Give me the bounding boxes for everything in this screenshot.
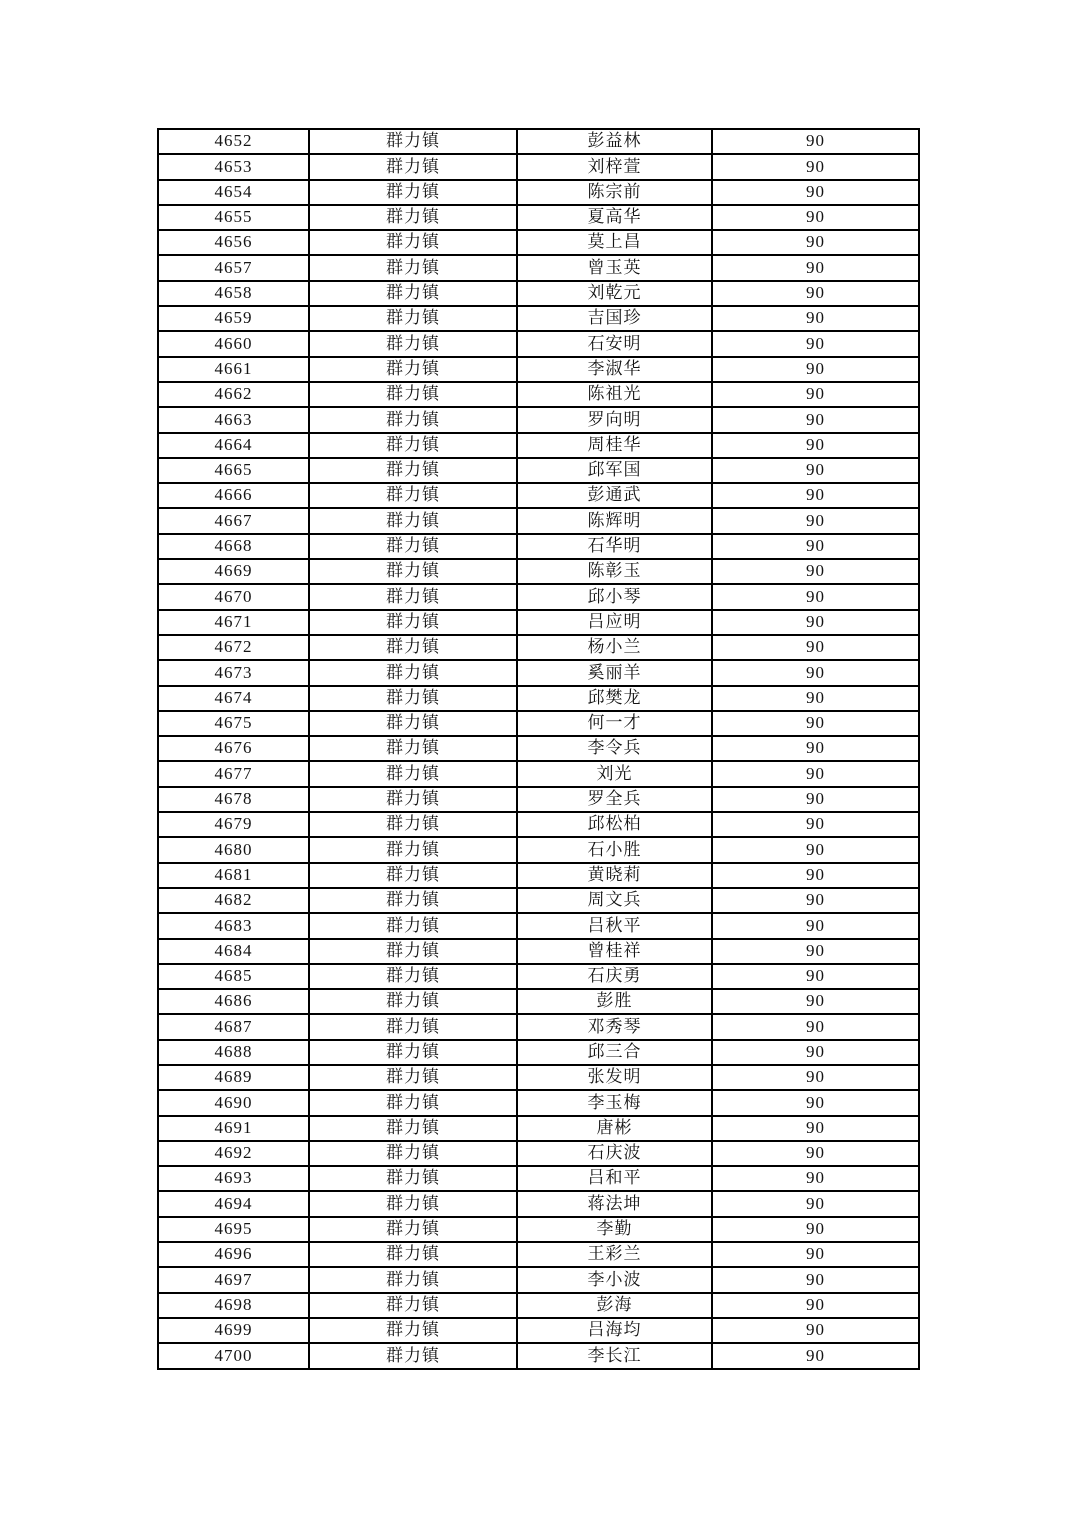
town-cell: 群力镇 xyxy=(309,888,517,913)
serial-number-cell: 4688 xyxy=(158,1040,309,1065)
table-row xyxy=(158,534,919,559)
person-name-cell: 邱三合 xyxy=(517,1040,712,1065)
table-row xyxy=(158,331,919,356)
town-cell: 群力镇 xyxy=(309,534,517,559)
score-cell: 90 xyxy=(712,686,919,711)
score-cell: 90 xyxy=(712,635,919,660)
score-cell: 90 xyxy=(712,812,919,837)
table-row xyxy=(158,1267,919,1292)
town-cell: 群力镇 xyxy=(309,129,517,154)
town-cell: 群力镇 xyxy=(309,1267,517,1292)
serial-number-cell: 4696 xyxy=(158,1242,309,1267)
serial-number-cell: 4663 xyxy=(158,407,309,432)
serial-number-cell: 4684 xyxy=(158,939,309,964)
person-name-cell: 曾玉英 xyxy=(517,255,712,280)
score-cell: 90 xyxy=(712,761,919,786)
table-row xyxy=(158,964,919,989)
person-name-cell: 刘光 xyxy=(517,761,712,786)
serial-number-cell: 4666 xyxy=(158,483,309,508)
town-cell: 群力镇 xyxy=(309,635,517,660)
person-name-cell: 吕秋平 xyxy=(517,913,712,938)
score-cell: 90 xyxy=(712,939,919,964)
serial-number-cell: 4694 xyxy=(158,1191,309,1216)
table-row xyxy=(158,306,919,331)
score-cell: 90 xyxy=(712,1318,919,1343)
town-cell: 群力镇 xyxy=(309,1217,517,1242)
person-name-cell: 李勤 xyxy=(517,1217,712,1242)
table-row xyxy=(158,458,919,483)
table-row xyxy=(158,180,919,205)
town-cell: 群力镇 xyxy=(309,1343,517,1368)
town-cell: 群力镇 xyxy=(309,736,517,761)
score-cell: 90 xyxy=(712,863,919,888)
person-name-cell: 李长江 xyxy=(517,1343,712,1368)
score-cell: 90 xyxy=(712,1065,919,1090)
town-cell: 群力镇 xyxy=(309,964,517,989)
table-row xyxy=(158,281,919,306)
score-cell: 90 xyxy=(712,989,919,1014)
person-name-cell: 王彩兰 xyxy=(517,1242,712,1267)
town-cell: 群力镇 xyxy=(309,331,517,356)
table-row xyxy=(158,129,919,154)
town-cell: 群力镇 xyxy=(309,230,517,255)
person-name-cell: 唐彬 xyxy=(517,1116,712,1141)
person-name-cell: 邱樊龙 xyxy=(517,686,712,711)
town-cell: 群力镇 xyxy=(309,1318,517,1343)
table-row xyxy=(158,1116,919,1141)
person-name-cell: 吕应明 xyxy=(517,610,712,635)
score-cell: 90 xyxy=(712,584,919,609)
person-name-cell: 石庆勇 xyxy=(517,964,712,989)
town-cell: 群力镇 xyxy=(309,154,517,179)
serial-number-cell: 4660 xyxy=(158,331,309,356)
score-cell: 90 xyxy=(712,458,919,483)
serial-number-cell: 4658 xyxy=(158,281,309,306)
score-cell: 90 xyxy=(712,1343,919,1368)
score-cell: 90 xyxy=(712,154,919,179)
table-row xyxy=(158,635,919,660)
table-row xyxy=(158,1293,919,1318)
score-cell: 90 xyxy=(712,888,919,913)
person-name-cell: 何一才 xyxy=(517,711,712,736)
serial-number-cell: 4682 xyxy=(158,888,309,913)
serial-number-cell: 4677 xyxy=(158,761,309,786)
serial-number-cell: 4665 xyxy=(158,458,309,483)
score-cell: 90 xyxy=(712,205,919,230)
score-cell: 90 xyxy=(712,1293,919,1318)
person-name-cell: 吕和平 xyxy=(517,1166,712,1191)
table-row xyxy=(158,761,919,786)
table-row xyxy=(158,1166,919,1191)
table-row xyxy=(158,1191,919,1216)
person-name-cell: 罗向明 xyxy=(517,407,712,432)
serial-number-cell: 4661 xyxy=(158,357,309,382)
town-cell: 群力镇 xyxy=(309,1242,517,1267)
score-cell: 90 xyxy=(712,230,919,255)
town-cell: 群力镇 xyxy=(309,660,517,685)
score-cell: 90 xyxy=(712,534,919,559)
table-row xyxy=(158,433,919,458)
town-cell: 群力镇 xyxy=(309,255,517,280)
table-row xyxy=(158,1343,919,1368)
serial-number-cell: 4697 xyxy=(158,1267,309,1292)
table-row xyxy=(158,154,919,179)
score-cell: 90 xyxy=(712,1014,919,1039)
table-row xyxy=(158,1318,919,1343)
person-name-cell: 吉国珍 xyxy=(517,306,712,331)
table-row xyxy=(158,1141,919,1166)
score-cell: 90 xyxy=(712,787,919,812)
town-cell: 群力镇 xyxy=(309,1166,517,1191)
town-cell: 群力镇 xyxy=(309,787,517,812)
table-row xyxy=(158,787,919,812)
table-row xyxy=(158,1090,919,1115)
table-row xyxy=(158,508,919,533)
score-cell: 90 xyxy=(712,610,919,635)
table-row xyxy=(158,559,919,584)
town-cell: 群力镇 xyxy=(309,1141,517,1166)
score-cell: 90 xyxy=(712,483,919,508)
person-name-cell: 彭益林 xyxy=(517,129,712,154)
town-cell: 群力镇 xyxy=(309,1090,517,1115)
town-cell: 群力镇 xyxy=(309,306,517,331)
town-cell: 群力镇 xyxy=(309,559,517,584)
serial-number-cell: 4690 xyxy=(158,1090,309,1115)
person-name-cell: 刘梓萱 xyxy=(517,154,712,179)
serial-number-cell: 4689 xyxy=(158,1065,309,1090)
town-cell: 群力镇 xyxy=(309,483,517,508)
table-row xyxy=(158,736,919,761)
serial-number-cell: 4662 xyxy=(158,382,309,407)
serial-number-cell: 4668 xyxy=(158,534,309,559)
person-name-cell: 张发明 xyxy=(517,1065,712,1090)
roster-table-body xyxy=(158,129,919,1369)
table-row xyxy=(158,255,919,280)
town-cell: 群力镇 xyxy=(309,433,517,458)
serial-number-cell: 4692 xyxy=(158,1141,309,1166)
table-row xyxy=(158,1242,919,1267)
town-cell: 群力镇 xyxy=(309,584,517,609)
serial-number-cell: 4655 xyxy=(158,205,309,230)
serial-number-cell: 4695 xyxy=(158,1217,309,1242)
score-cell: 90 xyxy=(712,1191,919,1216)
score-cell: 90 xyxy=(712,837,919,862)
score-cell: 90 xyxy=(712,255,919,280)
person-name-cell: 夏高华 xyxy=(517,205,712,230)
serial-number-cell: 4676 xyxy=(158,736,309,761)
serial-number-cell: 4664 xyxy=(158,433,309,458)
town-cell: 群力镇 xyxy=(309,1065,517,1090)
table-row xyxy=(158,711,919,736)
score-cell: 90 xyxy=(712,407,919,432)
table-row xyxy=(158,837,919,862)
serial-number-cell: 4674 xyxy=(158,686,309,711)
serial-number-cell: 4673 xyxy=(158,660,309,685)
town-cell: 群力镇 xyxy=(309,913,517,938)
town-cell: 群力镇 xyxy=(309,458,517,483)
person-name-cell: 李小波 xyxy=(517,1267,712,1292)
table-row xyxy=(158,913,919,938)
serial-number-cell: 4687 xyxy=(158,1014,309,1039)
town-cell: 群力镇 xyxy=(309,205,517,230)
score-cell: 90 xyxy=(712,508,919,533)
person-name-cell: 邱小琴 xyxy=(517,584,712,609)
table-row xyxy=(158,1217,919,1242)
serial-number-cell: 4699 xyxy=(158,1318,309,1343)
person-name-cell: 莫上昌 xyxy=(517,230,712,255)
score-cell: 90 xyxy=(712,559,919,584)
roster-table xyxy=(157,128,920,1370)
person-name-cell: 陈辉明 xyxy=(517,508,712,533)
score-cell: 90 xyxy=(712,1141,919,1166)
score-cell: 90 xyxy=(712,331,919,356)
table-row xyxy=(158,230,919,255)
score-cell: 90 xyxy=(712,711,919,736)
person-name-cell: 李玉梅 xyxy=(517,1090,712,1115)
town-cell: 群力镇 xyxy=(309,812,517,837)
serial-number-cell: 4678 xyxy=(158,787,309,812)
town-cell: 群力镇 xyxy=(309,711,517,736)
score-cell: 90 xyxy=(712,1242,919,1267)
table-row xyxy=(158,382,919,407)
person-name-cell: 石庆波 xyxy=(517,1141,712,1166)
serial-number-cell: 4652 xyxy=(158,129,309,154)
town-cell: 群力镇 xyxy=(309,939,517,964)
serial-number-cell: 4693 xyxy=(158,1166,309,1191)
serial-number-cell: 4659 xyxy=(158,306,309,331)
table-row xyxy=(158,888,919,913)
serial-number-cell: 4700 xyxy=(158,1343,309,1368)
person-name-cell: 李令兵 xyxy=(517,736,712,761)
town-cell: 群力镇 xyxy=(309,1116,517,1141)
town-cell: 群力镇 xyxy=(309,863,517,888)
serial-number-cell: 4686 xyxy=(158,989,309,1014)
person-name-cell: 罗全兵 xyxy=(517,787,712,812)
person-name-cell: 邱松柏 xyxy=(517,812,712,837)
town-cell: 群力镇 xyxy=(309,610,517,635)
table-row xyxy=(158,357,919,382)
town-cell: 群力镇 xyxy=(309,837,517,862)
score-cell: 90 xyxy=(712,180,919,205)
town-cell: 群力镇 xyxy=(309,989,517,1014)
town-cell: 群力镇 xyxy=(309,1040,517,1065)
town-cell: 群力镇 xyxy=(309,1191,517,1216)
serial-number-cell: 4656 xyxy=(158,230,309,255)
serial-number-cell: 4675 xyxy=(158,711,309,736)
serial-number-cell: 4698 xyxy=(158,1293,309,1318)
table-row xyxy=(158,1014,919,1039)
table-row xyxy=(158,584,919,609)
table-row xyxy=(158,686,919,711)
score-cell: 90 xyxy=(712,660,919,685)
score-cell: 90 xyxy=(712,1267,919,1292)
serial-number-cell: 4679 xyxy=(158,812,309,837)
person-name-cell: 邓秀琴 xyxy=(517,1014,712,1039)
score-cell: 90 xyxy=(712,357,919,382)
table-row xyxy=(158,1065,919,1090)
serial-number-cell: 4670 xyxy=(158,584,309,609)
town-cell: 群力镇 xyxy=(309,180,517,205)
score-cell: 90 xyxy=(712,433,919,458)
person-name-cell: 周桂华 xyxy=(517,433,712,458)
serial-number-cell: 4654 xyxy=(158,180,309,205)
score-cell: 90 xyxy=(712,129,919,154)
town-cell: 群力镇 xyxy=(309,1014,517,1039)
person-name-cell: 曾桂祥 xyxy=(517,939,712,964)
town-cell: 群力镇 xyxy=(309,1293,517,1318)
serial-number-cell: 4653 xyxy=(158,154,309,179)
person-name-cell: 石小胜 xyxy=(517,837,712,862)
score-cell: 90 xyxy=(712,1040,919,1065)
person-name-cell: 陈祖光 xyxy=(517,382,712,407)
person-name-cell: 刘乾元 xyxy=(517,281,712,306)
person-name-cell: 彭胜 xyxy=(517,989,712,1014)
person-name-cell: 彭通武 xyxy=(517,483,712,508)
town-cell: 群力镇 xyxy=(309,357,517,382)
table-row xyxy=(158,407,919,432)
person-name-cell: 杨小兰 xyxy=(517,635,712,660)
person-name-cell: 石华明 xyxy=(517,534,712,559)
serial-number-cell: 4691 xyxy=(158,1116,309,1141)
serial-number-cell: 4672 xyxy=(158,635,309,660)
table-row xyxy=(158,483,919,508)
table-row xyxy=(158,610,919,635)
table-row xyxy=(158,1040,919,1065)
person-name-cell: 吕海均 xyxy=(517,1318,712,1343)
person-name-cell: 邱军国 xyxy=(517,458,712,483)
serial-number-cell: 4671 xyxy=(158,610,309,635)
serial-number-cell: 4667 xyxy=(158,508,309,533)
town-cell: 群力镇 xyxy=(309,382,517,407)
score-cell: 90 xyxy=(712,964,919,989)
score-cell: 90 xyxy=(712,913,919,938)
score-cell: 90 xyxy=(712,1217,919,1242)
serial-number-cell: 4657 xyxy=(158,255,309,280)
serial-number-cell: 4683 xyxy=(158,913,309,938)
town-cell: 群力镇 xyxy=(309,686,517,711)
person-name-cell: 陈宗前 xyxy=(517,180,712,205)
person-name-cell: 石安明 xyxy=(517,331,712,356)
score-cell: 90 xyxy=(712,736,919,761)
person-name-cell: 陈彰玉 xyxy=(517,559,712,584)
table-row xyxy=(158,205,919,230)
person-name-cell: 彭海 xyxy=(517,1293,712,1318)
town-cell: 群力镇 xyxy=(309,761,517,786)
serial-number-cell: 4680 xyxy=(158,837,309,862)
table-row xyxy=(158,812,919,837)
table-row xyxy=(158,660,919,685)
table-row xyxy=(158,939,919,964)
person-name-cell: 李淑华 xyxy=(517,357,712,382)
score-cell: 90 xyxy=(712,1090,919,1115)
serial-number-cell: 4669 xyxy=(158,559,309,584)
serial-number-cell: 4681 xyxy=(158,863,309,888)
person-name-cell: 周文兵 xyxy=(517,888,712,913)
person-name-cell: 奚丽羊 xyxy=(517,660,712,685)
table-row xyxy=(158,863,919,888)
score-cell: 90 xyxy=(712,382,919,407)
person-name-cell: 黄晓莉 xyxy=(517,863,712,888)
serial-number-cell: 4685 xyxy=(158,964,309,989)
score-cell: 90 xyxy=(712,306,919,331)
score-cell: 90 xyxy=(712,1116,919,1141)
score-cell: 90 xyxy=(712,1166,919,1191)
person-name-cell: 蒋法坤 xyxy=(517,1191,712,1216)
town-cell: 群力镇 xyxy=(309,407,517,432)
score-cell: 90 xyxy=(712,281,919,306)
town-cell: 群力镇 xyxy=(309,508,517,533)
table-row xyxy=(158,989,919,1014)
town-cell: 群力镇 xyxy=(309,281,517,306)
